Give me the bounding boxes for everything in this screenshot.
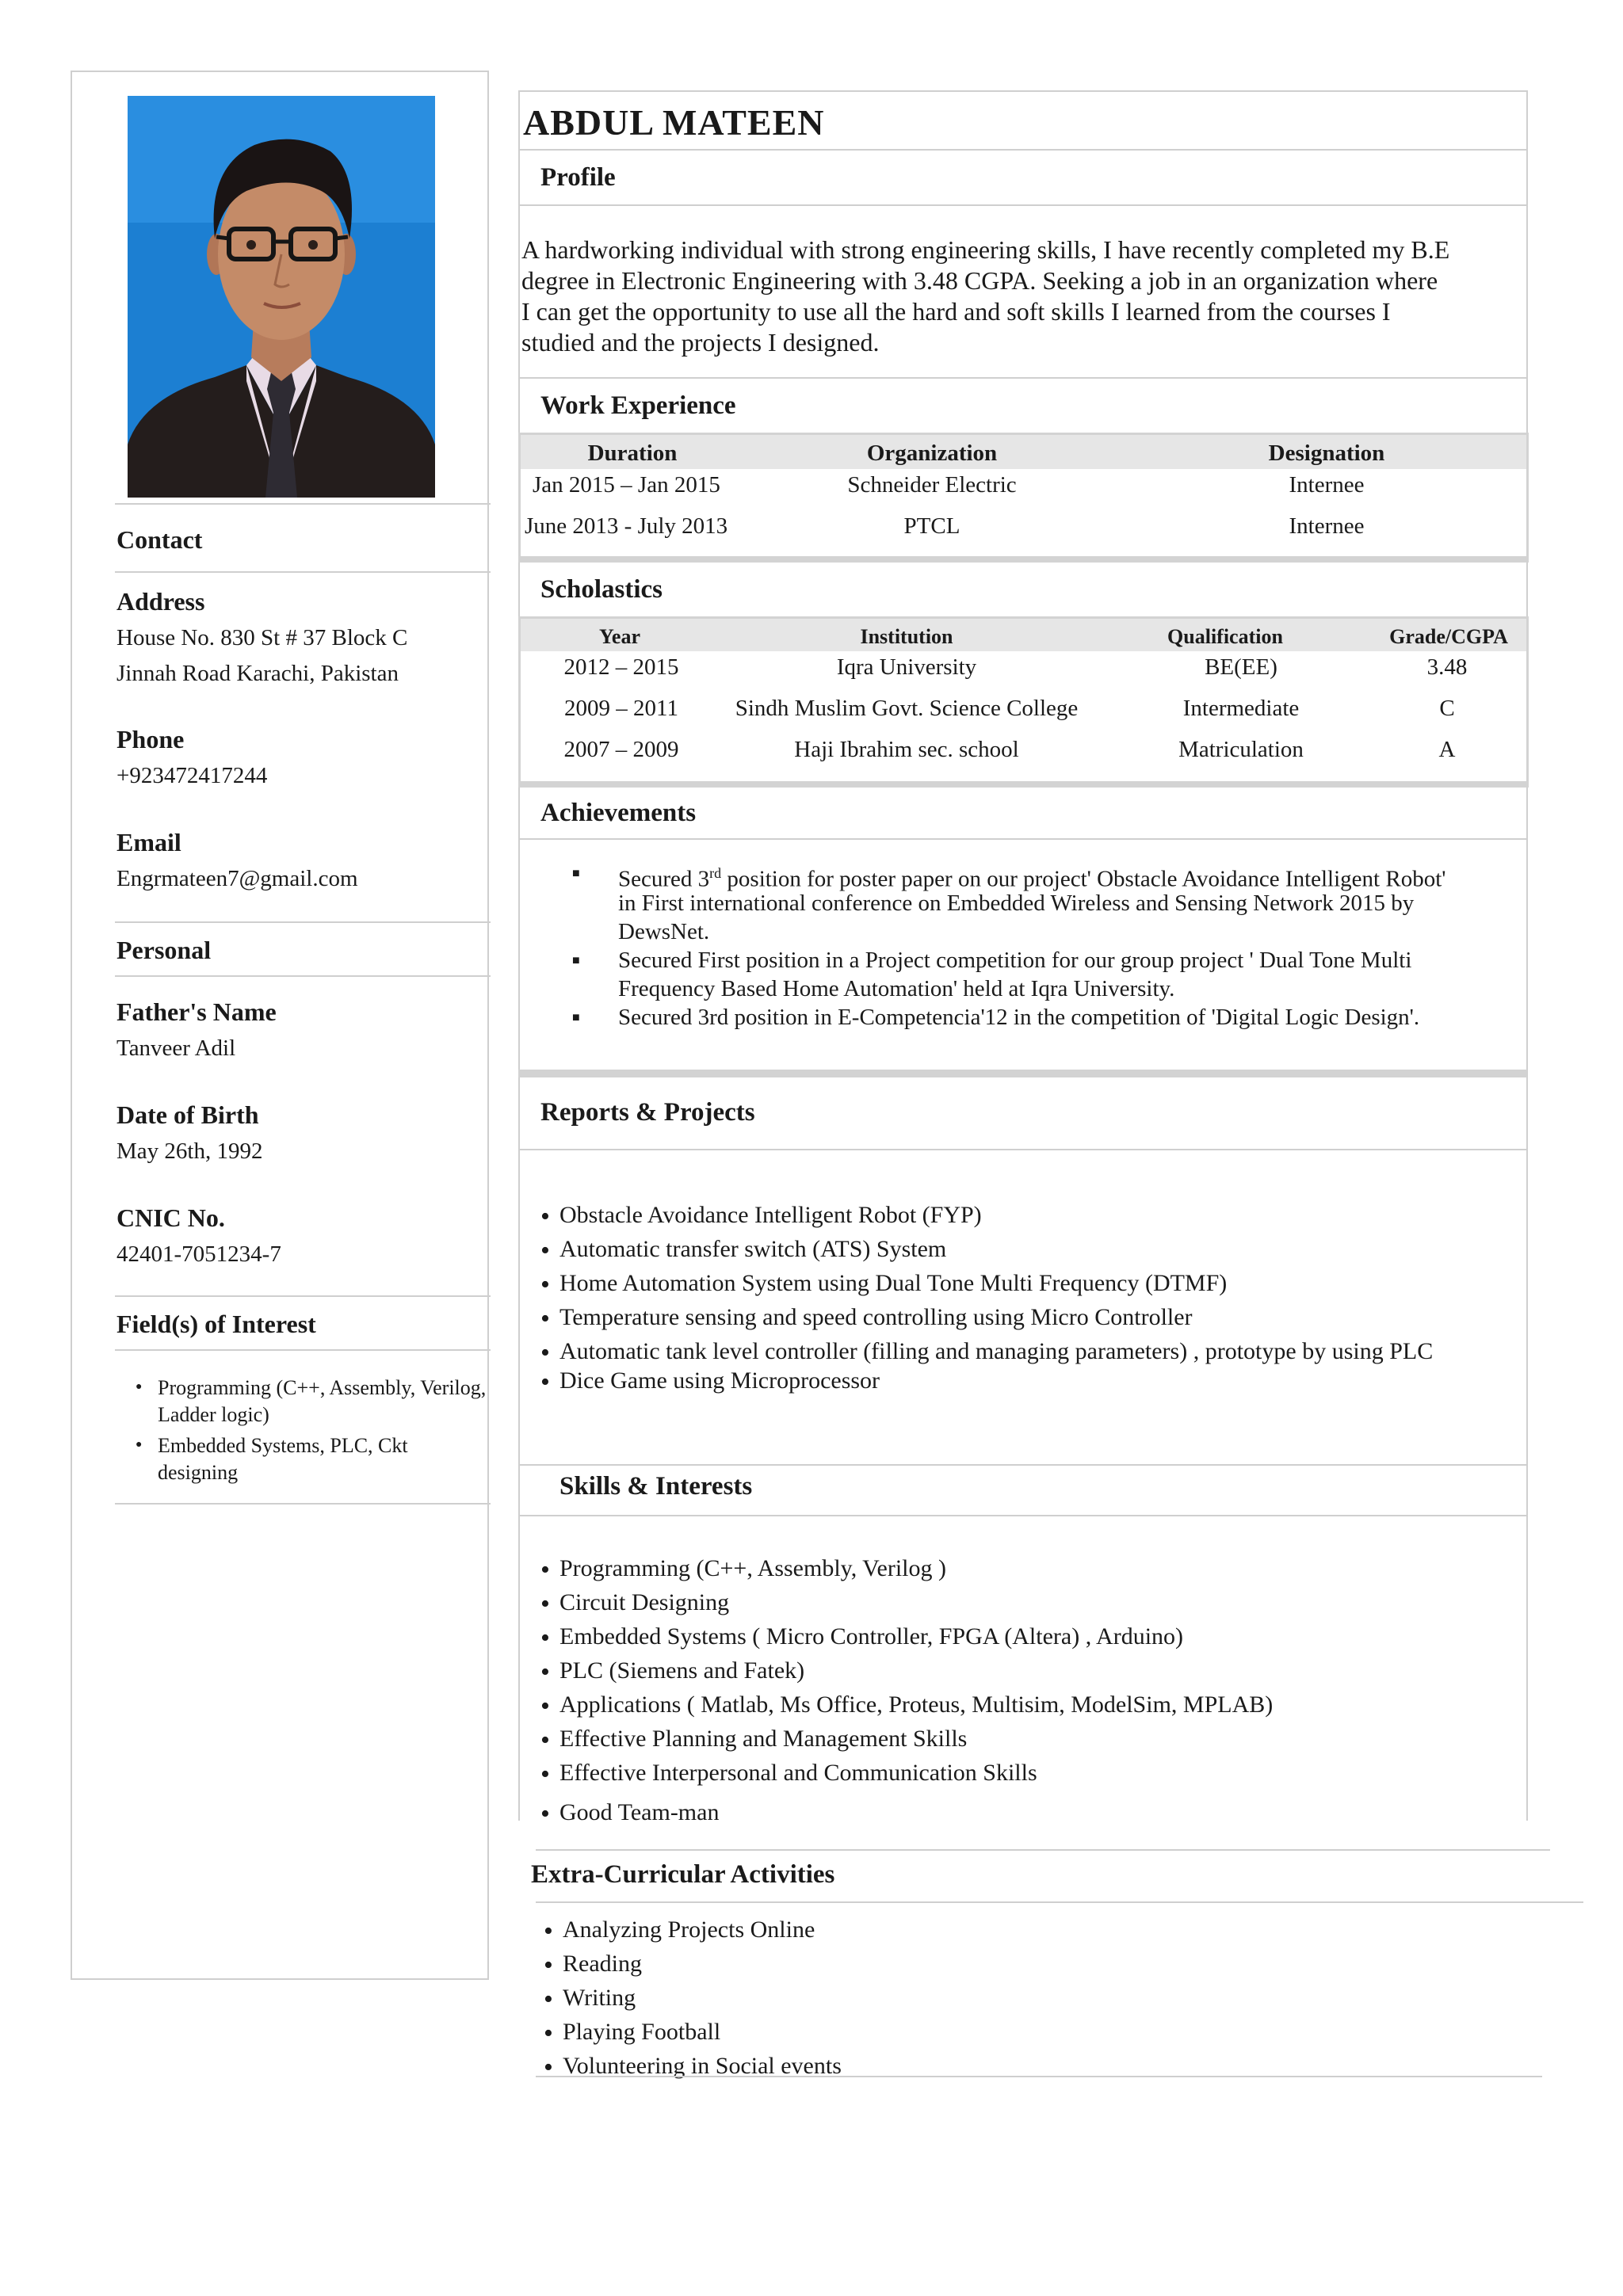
personal-heading: Personal	[116, 936, 212, 964]
list-item: • Dice Game using Microprocessor	[540, 1363, 1433, 1398]
column-header: Grade/CGPA	[1389, 625, 1508, 648]
list-item: • Automatic tank level controller (filling and managing parameters) , prototype by using PLC	[540, 1334, 1433, 1368]
email-heading: Email	[116, 828, 181, 856]
list-item: • Automatic transfer switch (ATS) System	[540, 1232, 1433, 1266]
divider	[115, 1295, 491, 1297]
table-cell: 3.48	[1426, 654, 1468, 680]
divider	[518, 1515, 1527, 1516]
table-cell: Internee	[1289, 472, 1365, 498]
list-item: • Effective Interpersonal and Communication Skills	[540, 1756, 1273, 1790]
father-value: Tanveer Adil	[116, 1035, 236, 1061]
divider	[518, 1149, 1527, 1150]
table-cell: Internee	[1289, 513, 1365, 539]
divider	[536, 2076, 1542, 2077]
table-cell: June 2013 - July 2013	[525, 513, 728, 539]
interest-list	[116, 1375, 491, 1490]
divider	[518, 1070, 1527, 1077]
table-cell: 2007 – 2009	[563, 737, 679, 762]
achievement-line: DewsNet.	[618, 919, 710, 944]
skills-list	[540, 1551, 1273, 1829]
list-item: • Obstacle Avoidance Intelligent Robot (FYP)	[540, 1198, 1433, 1232]
achievement-item: Secured First position in a Project competition for our group project ' Dual Tone Multi	[618, 948, 1412, 973]
column-header: Year	[599, 625, 640, 648]
interest-heading: Field(s) of Interest	[116, 1310, 316, 1338]
list-item: • Programming (C++, Assembly, Verilog )	[540, 1551, 1273, 1585]
achievement-text: Secured 3	[618, 866, 710, 892]
divider	[115, 921, 491, 923]
column-header: Duration	[587, 441, 678, 466]
list-item: • Home Automation System using Dual Tone Multi Frequency (DTMF)	[540, 1266, 1433, 1300]
table-header-bg	[521, 619, 1526, 651]
table-cell: Haji Ibrahim sec. school	[794, 737, 1019, 762]
dob-value: May 26th, 1992	[116, 1138, 263, 1164]
main-top-border	[518, 90, 1527, 92]
work-heading: Work Experience	[540, 391, 736, 420]
table-cell: Iqra University	[836, 654, 977, 680]
achievement-line: Frequency Based Home Automation' held at Iqra University.	[618, 976, 1175, 1001]
phone-heading: Phone	[116, 725, 185, 753]
address-line-1: House No. 830 St # 37 Block C	[116, 625, 408, 650]
table-cell: 2009 – 2011	[564, 696, 678, 721]
list-item: • Analyzing Projects Online	[544, 1913, 842, 1947]
divider	[115, 503, 491, 505]
extra-heading: Extra-Curricular Activities	[531, 1860, 835, 1889]
projects-list	[540, 1198, 1433, 1398]
cnic-heading: CNIC No.	[116, 1203, 225, 1232]
divider	[115, 1349, 491, 1351]
extra-list	[544, 1913, 842, 2083]
list-item: • Effective Planning and Management Skills	[540, 1722, 1273, 1756]
profile-line: A hardworking individual with strong engineering skills, I have recently completed my B.E	[521, 235, 1450, 264]
phone-value: +923472417244	[116, 763, 268, 788]
list-item: • Applications ( Matlab, Ms Office, Proteus, Multisim, ModelSim, MPLAB)	[540, 1688, 1273, 1722]
divider	[518, 204, 1527, 206]
bullet-icon: ■	[572, 954, 580, 967]
list-item: ● Programming (C++, Assembly, Verilog, Ladder logic)	[158, 1375, 491, 1428]
column-header: Institution	[860, 625, 953, 648]
divider	[518, 149, 1527, 151]
main-right-border	[1526, 90, 1528, 1821]
main-left-border	[518, 90, 520, 1821]
profile-summary	[521, 235, 1526, 358]
bullet-icon: ■	[572, 1011, 580, 1024]
skills-heading: Skills & Interests	[559, 1472, 753, 1501]
sidebar	[71, 71, 489, 1980]
column-header: Organization	[866, 441, 998, 466]
column-header: Designation	[1268, 441, 1385, 466]
list-item: • Writing	[544, 1981, 842, 2015]
table-cell: C	[1439, 696, 1455, 721]
table-cell: 2012 – 2015	[563, 654, 679, 680]
achievement-text: position for poster paper on our project' Obstacle Avoidance Intelligent Robot'	[721, 866, 1446, 892]
list-item: • Good Team-man	[540, 1795, 1273, 1829]
profile-photo	[128, 96, 435, 498]
achievements-heading: Achievements	[540, 799, 697, 827]
profile-heading: Profile	[540, 163, 616, 192]
divider	[518, 838, 1527, 840]
divider	[536, 1849, 1550, 1851]
table-cell: PTCL	[903, 513, 960, 539]
address-heading: Address	[116, 587, 205, 616]
divider	[518, 377, 1527, 379]
table-cell: Jan 2015 – Jan 2015	[533, 472, 720, 498]
list-item: ● Embedded Systems, PLC, Ckt designing	[158, 1432, 491, 1486]
bullet-icon: ■	[572, 867, 580, 880]
candidate-name: ABDUL MATEEN	[523, 102, 825, 143]
profile-line: studied and the projects I designed.	[521, 328, 880, 357]
contact-heading: Contact	[116, 525, 203, 554]
list-item: • Volunteering in Social events	[544, 2049, 842, 2083]
divider	[536, 1901, 1583, 1903]
email-value: Engrmateen7@gmail.com	[116, 866, 358, 891]
achievement-line: in First international conference on Embedded Wireless and Sensing Network 2015 by	[618, 891, 1415, 916]
address-line-2: Jinnah Road Karachi, Pakistan	[116, 661, 399, 686]
divider	[115, 571, 491, 573]
list-item: • Embedded Systems ( Micro Controller, FPGA (Altera) , Arduino)	[540, 1619, 1273, 1653]
table-cell: Matriculation	[1178, 737, 1304, 762]
profile-line: degree in Electronic Engineering with 3.48 CGPA. Seeking a job in an organization where	[521, 266, 1438, 295]
table-cell: A	[1438, 737, 1456, 762]
table-cell: Sindh Muslim Govt. Science College	[735, 696, 1079, 721]
divider	[115, 975, 491, 977]
scholastics-heading: Scholastics	[540, 575, 663, 604]
column-header: Qualification	[1167, 625, 1283, 648]
list-item: • Circuit Designing	[540, 1585, 1273, 1619]
cnic-value: 42401-7051234-7	[116, 1241, 281, 1267]
divider	[115, 1503, 491, 1505]
divider	[518, 1464, 1527, 1466]
father-heading: Father's Name	[116, 997, 277, 1026]
dob-heading: Date of Birth	[116, 1100, 259, 1129]
list-item: • Temperature sensing and speed controlling using Micro Controller	[540, 1300, 1433, 1334]
profile-line: I can get the opportunity to use all the hard and soft skills I learned from the courses I	[521, 297, 1391, 326]
list-item: • PLC (Siemens and Fatek)	[540, 1653, 1273, 1688]
table-cell: Intermediate	[1182, 696, 1300, 721]
projects-heading: Reports & Projects	[540, 1098, 755, 1127]
superscript: rd	[709, 865, 722, 881]
list-item: • Playing Football	[544, 2015, 842, 2049]
table-cell: BE(EE)	[1205, 654, 1277, 680]
list-item: • Reading	[544, 1947, 842, 1981]
achievement-item: Secured 3rd position in E-Competencia'12 in the competition of 'Digital Logic Design'.	[618, 1005, 1420, 1030]
table-cell: Schneider Electric	[847, 472, 1017, 498]
